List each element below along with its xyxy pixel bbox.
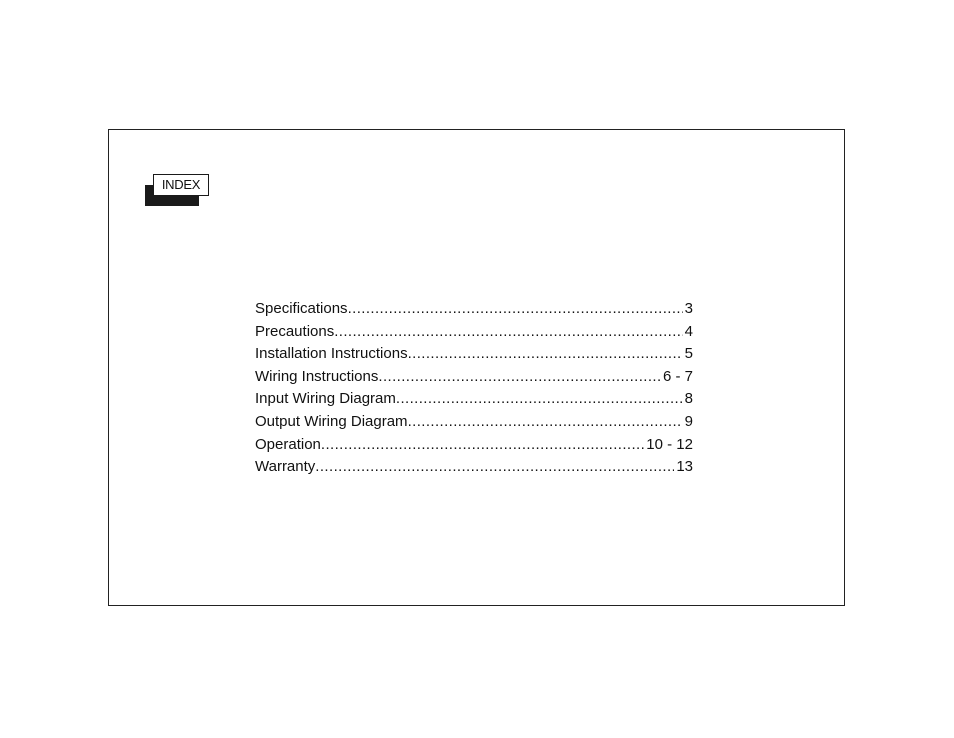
toc-entry-page: 8: [684, 390, 693, 408]
toc-leader-dots: [408, 411, 683, 434]
toc-entry-title: Installation Instructions: [255, 345, 408, 363]
toc-entry-page: 13: [676, 458, 693, 476]
toc-entry-title: Wiring Instructions: [255, 367, 379, 385]
toc-leader-dots: [321, 434, 644, 457]
index-tab-label: INDEX: [153, 174, 209, 196]
toc-entry-title: Specifications: [255, 300, 348, 317]
toc-leader-dots: [396, 388, 683, 411]
toc-leader-dots: [348, 298, 683, 321]
toc-leader-dots: [408, 343, 683, 366]
toc-entry-output-wiring-diagram[interactable]: [255, 411, 693, 434]
toc-entry-title: Precautions: [255, 322, 335, 340]
toc-leader-dots: [315, 456, 674, 479]
toc-entry-title: Warranty: [255, 458, 316, 476]
toc-entry-specifications[interactable]: [255, 298, 693, 321]
toc-entry-precautions[interactable]: [255, 321, 693, 344]
toc-entry-page: 4: [684, 322, 693, 340]
toc-entry-page: 3: [684, 300, 693, 317]
toc-entry-page: 10 - 12: [646, 435, 693, 453]
toc-entry-warranty[interactable]: [255, 456, 693, 479]
toc-entry-page: 5: [684, 345, 693, 363]
toc-entry-page: 9: [684, 412, 693, 430]
toc-leader-dots: [334, 321, 682, 344]
toc-entry-wiring-instructions[interactable]: [255, 366, 693, 389]
toc-entry-input-wiring-diagram[interactable]: [255, 388, 693, 411]
toc-entry-title: Output Wiring Diagram: [255, 412, 408, 430]
toc-entry-title: Input Wiring Diagram: [255, 390, 396, 408]
page-frame: [108, 129, 845, 606]
index-tab: [145, 174, 203, 208]
toc-leader-dots: [378, 366, 661, 389]
toc-entry-title: Operation: [255, 435, 321, 453]
toc-entry-operation[interactable]: [255, 434, 693, 457]
toc-entry-installation-instructions[interactable]: [255, 343, 693, 366]
table-of-contents: [255, 298, 693, 479]
toc-entry-page: 6 - 7: [662, 367, 693, 385]
